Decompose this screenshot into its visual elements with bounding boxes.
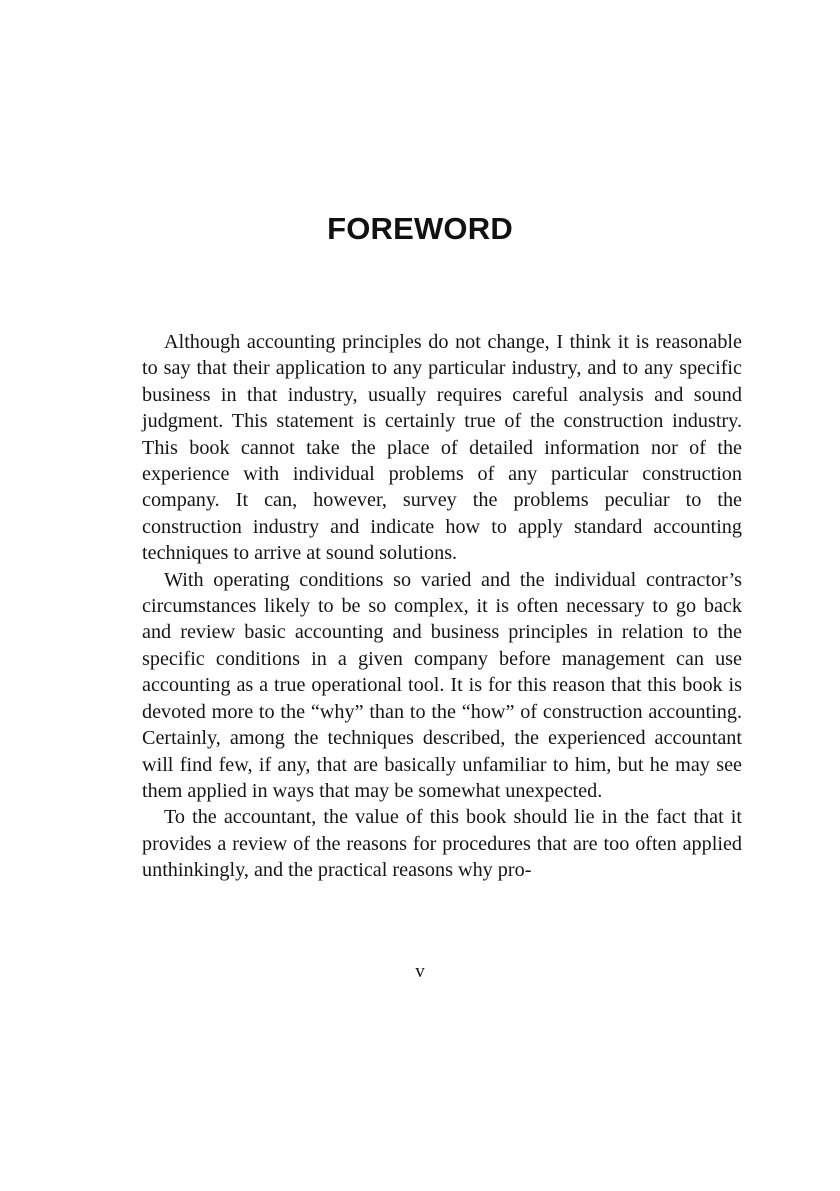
page-number: v: [415, 961, 425, 982]
paragraph-1: Although accounting principles do not change, I think it is reasonable to say that their application to any particular industry, and to any specific business in that industry, usually requires careful analysis and sound judgment. This statement is certainly true of the construction industry. This book cannot take the place of detailed information nor of the experience with individual problems of any particular construction company. It can, however, survey the problems peculiar to the construction industry and indicate how to apply standard accounting techniques to arrive at sound solutions.: [142, 331, 742, 565]
page-title: FOREWORD: [327, 211, 513, 246]
foreword-body: [142, 329, 742, 884]
paragraph-3: To the accountant, the value of this book should lie in the fact that it provides a review of the reasons for procedures that are too often applied unthinkingly, and the practical reasons why pro-: [142, 806, 742, 882]
paragraph-2: With operating conditions so varied and the individual contractor’s circumstances likely to be so complex, it is often necessary to go back and review basic accounting and business principles in relation to the specific conditions in a given company before management can use accounting as a true operational tool. It is for this reason that this book is devoted more to the “why” than to the “how” of construction accounting. Certainly, among the techniques described, the experienced accountant will find few, if any, that are basically unfamiliar to him, but he may see them applied in ways that may be somewhat unexpected.: [142, 568, 742, 802]
